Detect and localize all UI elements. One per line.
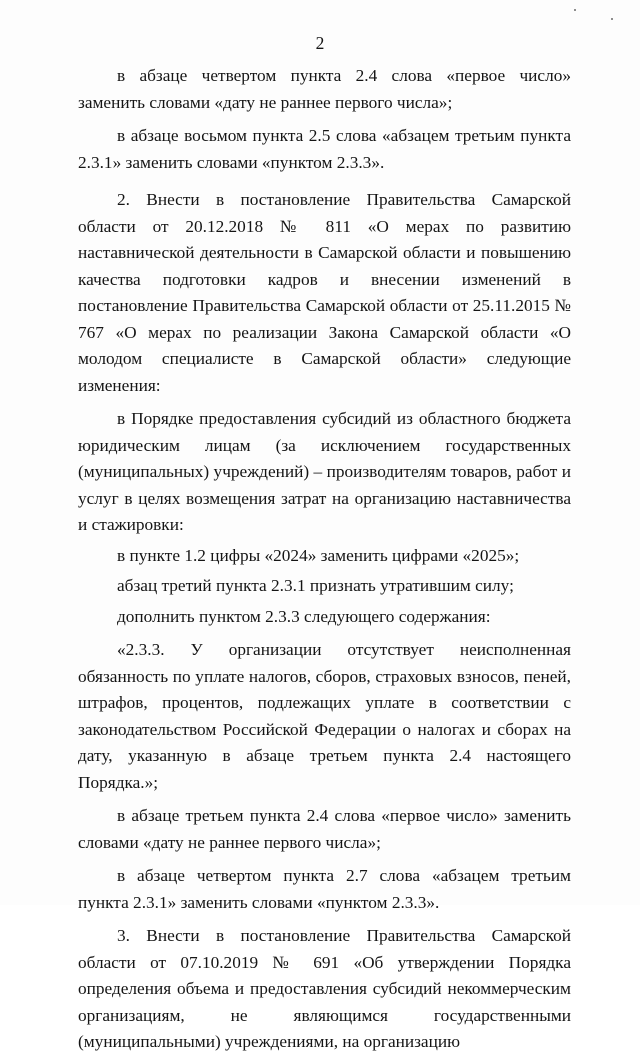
paragraph: 3. Внести в постановление Правительства Самарской области от 07.10.2019 № 691 «Об утверждении Порядка определения объема и предоставления субсидий некоммерческим организациям, не являющимся государственными (муниципальными) учреждениями, на организацию bbox=[78, 926, 571, 1051]
document-body bbox=[78, 63, 571, 1056]
paragraph: абзац третий пункта 2.3.1 признать утратившим силу; bbox=[117, 576, 514, 595]
scan-artifact bbox=[574, 9, 576, 11]
paragraph: «2.3.3. У организации отсутствует неисполненная обязанность по уплате налогов, сборов, страховых взносов, пеней, штрафов, процентов, подлежащих уплате в соответствии с законодательством Российской Федерации о налогах и сборах на дату, указанную в абзаце третьем пункта 2.4 настоящего Порядка.»; bbox=[78, 640, 571, 792]
paragraph: дополнить пунктом 2.3.3 следующего содержания: bbox=[117, 606, 491, 626]
scan-artifact bbox=[611, 18, 613, 20]
page-number: 2 bbox=[315, 33, 325, 53]
paragraph: 2. Внести в постановление Правительства Самарской области от 20.12.2018 № 811 «О мерах по развитию наставнической деятельности в Самарской области и повышению качества подготовки кадров и внесении изменений в постановление Правительства Самарской области от 25.11.2015 № 767 «О мерах по реализации Закона Самарской области «О молодом специалисте в Самарской области» следующие изменения: bbox=[78, 190, 571, 395]
paragraph: в абзаце восьмом пункта 2.5 слова «абзацем третьим пункта 2.3.1» заменить словами «пунктом 2.3.3». bbox=[78, 126, 571, 172]
paragraph: в абзаце четвертом пункта 2.7 слова «абзацем третьим пункта 2.3.1» заменить словами «пунктом 2.3.3». bbox=[78, 866, 571, 912]
paragraph: в абзаце третьем пункта 2.4 слова «первое число» заменить словами «дату не раннее первого числа»; bbox=[78, 806, 571, 852]
paragraph: в абзаце четвертом пункта 2.4 слова «первое число» заменить словами «дату не раннее первого числа»; bbox=[78, 66, 571, 112]
paragraph: в пункте 1.2 цифры «2024» заменить цифрами «2025»; bbox=[117, 545, 520, 565]
paragraph: в Порядке предоставления субсидий из областного бюджета юридическим лицам (за исключением государственных (муниципальных) учреждений) – производителям товаров, работ и услуг в целях возмещения затрат на организацию наставничества и стажировки: bbox=[78, 409, 571, 534]
